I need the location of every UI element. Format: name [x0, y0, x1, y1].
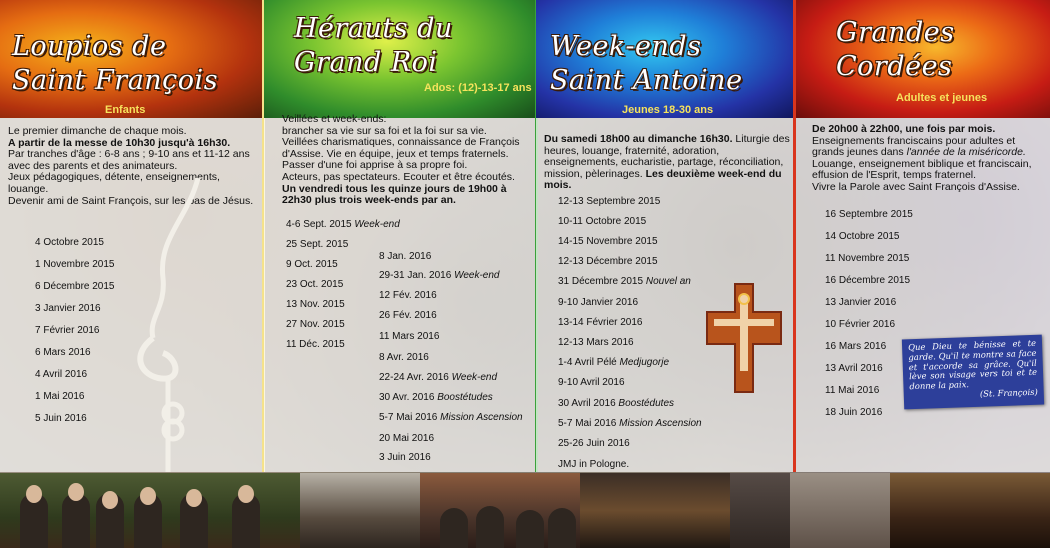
list-item: 25 Sept. 2015 [286, 239, 349, 250]
list-item: 1 Mai 2016 [35, 391, 85, 402]
list-item: 11 Novembre 2015 [825, 253, 910, 264]
title-grandes-cordees: Grandes Cordées [836, 17, 955, 82]
header-grandes-cordees [796, 0, 1050, 118]
list-item: 4 Avril 2016 [35, 369, 88, 380]
list-item: 25-26 Juin 2016 [558, 438, 630, 449]
photo-procession [420, 473, 580, 548]
list-item: 11 Mars 2016 [379, 331, 440, 342]
header-week-ends [536, 0, 796, 118]
list-item: 8 Jan. 2016 [379, 251, 432, 262]
title-week-ends: Week-ends Saint Antoine [550, 31, 743, 96]
list-item: 6 Décembre 2015 [35, 281, 115, 292]
subtitle-loupios: Enfants [105, 104, 146, 116]
list-item: 18 Juin 2016 [825, 407, 883, 418]
list-item: 9-10 Janvier 2016 [558, 297, 639, 308]
list-item: 4 Octobre 2015 [35, 237, 104, 248]
list-item: 13-14 Février 2016 [558, 317, 643, 328]
list-item: 12 Fév. 2016 [379, 290, 437, 301]
list-item: 23 Oct. 2015 [286, 279, 344, 290]
subtitle-herauts: Ados: (12)-13-17 ans [424, 82, 532, 94]
list-item: 3 Janvier 2016 [35, 303, 101, 314]
subtitle-week-ends: Jeunes 18-30 ans [622, 104, 714, 116]
title-loupios: Loupios de Saint François [12, 31, 219, 96]
list-item: 11 Mai 2016 [825, 385, 880, 396]
list-item: 6 Mars 2016 [35, 347, 91, 358]
list-item: 11 Déc. 2015 [286, 339, 345, 350]
list-item: 4-6 Sept. 2015 Week-end [286, 219, 400, 230]
description-loupios: Le premier dimanche de chaque mois. A partir de la messe de 10h30 jusqu'à 16h30. Par tranches d'âge : 6-8 ans ; 9-10 ans et 11-12 ans avec des parents et des animateurs. Jeux pédagogiques, détente, enseignements, louange. Devenir ami de Saint François, sur les pas de Jésus. [8, 125, 254, 207]
photo-prayer [730, 473, 790, 548]
list-item: 7 Février 2016 [35, 325, 100, 336]
list-item: 16 Septembre 2015 [825, 209, 913, 220]
list-item: 9 Oct. 2015 [286, 259, 338, 270]
cord-knot-image [128, 178, 208, 472]
list-item: 8 Avr. 2016 [379, 352, 429, 363]
list-item: 29-31 Jan. 2016 Week-end [379, 270, 500, 281]
list-item: 1 Novembre 2015 [35, 259, 115, 270]
list-item: 27 Nov. 2015 [286, 319, 345, 330]
column-loupios [0, 0, 264, 472]
list-item: 12-13 Mars 2016 [558, 337, 634, 348]
list-item: 12-13 Décembre 2015 [558, 256, 658, 267]
subtitle-grandes-cordees: Adultes et jeunes [896, 92, 988, 104]
title-herauts: Hérauts du Grand Roi [294, 13, 453, 78]
list-item: 13 Janvier 2016 [825, 297, 897, 308]
list-item: 22-24 Avr. 2016 Week-end [379, 372, 498, 383]
blessing-quote: Que Dieu te bénisse et te garde. Qu'il te montre sa face et t'accorde sa grâce. Qu'il lève son visage vers toi et te donne la paix. (St. François) [902, 335, 1044, 410]
san-damiano-cross-icon [706, 283, 782, 393]
list-item: 14 Octobre 2015 [825, 231, 900, 242]
list-item: 13 Avril 2016 [825, 363, 883, 374]
description-week-ends: Du samedi 18h00 au dimanche 16h30. Liturgie des heures, louange, fraternité, adoration, enseignements, eucharistie, partage, réconciliation, mission, pèlerinages. Les deuxième week-end du mois. [544, 133, 790, 192]
photo-friars-group [0, 473, 300, 548]
list-item: 5-7 Mai 2016 Mission Ascension [558, 418, 702, 429]
list-item: 30 Avril 2016 Boostédutes [558, 398, 675, 409]
list-item: 26 Fév. 2016 [379, 310, 437, 321]
list-item: 3 Juin 2016 [379, 452, 431, 463]
list-item: 16 Mars 2016 [825, 341, 887, 352]
list-item: 9-10 Avril 2016 [558, 377, 625, 388]
photo-young-adults [790, 473, 890, 548]
list-item: 14-15 Novembre 2015 [558, 236, 658, 247]
header-loupios [0, 0, 264, 118]
description-herauts: Veillées et week-ends: brancher sa vie sur sa foi et la foi sur sa vie. Veillées charismatiques, connaissance de François d'Assise. Vie en équipe, jeux et temps fraternels. Passer d'une foi apprise à sa propre foi. Acteurs, pas spectateurs. Ecouter et être écoutés. Un vendredi tous les quinze jours de 19h00 à 22h30 plus trois week-ends par an. [282, 113, 520, 207]
list-item: 13 Nov. 2015 [286, 299, 345, 310]
list-item: JMJ in Pologne. [558, 459, 630, 470]
list-item: 5 Juin 2016 [35, 413, 87, 424]
column-week-ends [536, 0, 796, 472]
list-item: 12-13 Septembre 2015 [558, 196, 661, 207]
list-item: 5-7 Mai 2016 Mission Ascension [379, 412, 523, 423]
list-item: 20 Mai 2016 [379, 433, 435, 444]
column-herauts [264, 0, 536, 472]
list-item: 30 Avr. 2016 Boostétudes [379, 392, 493, 403]
photo-strip [0, 473, 1050, 548]
header-herauts [264, 0, 536, 118]
description-grandes-cordees: De 20h00 à 22h00, une fois par mois. Enseignements franciscains pour adultes et grands jeunes dans l'année de la miséricorde. Louange, enseignement biblique et franciscain, effusion de l'Esprit, temps fraternel. Vivre la Parole avec Saint François d'Assise. [812, 123, 1032, 193]
photo-activity [300, 473, 420, 548]
photo-candles [890, 473, 1050, 548]
list-item: 10-11 Octobre 2015 [558, 216, 647, 227]
list-item: 16 Décembre 2015 [825, 275, 911, 286]
list-item: 10 Février 2016 [825, 319, 896, 330]
list-item: 1-4 Avril Pélé Medjugorje [558, 357, 670, 368]
photo-adoration [580, 473, 730, 548]
list-item: 31 Décembre 2015 Nouvel an [558, 276, 691, 287]
